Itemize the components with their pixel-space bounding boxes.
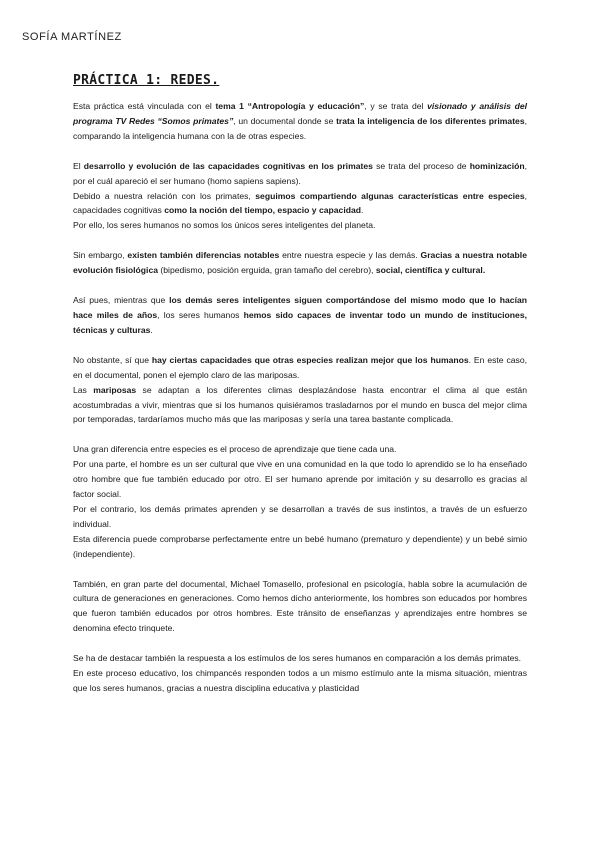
paragraph: [73, 159, 527, 234]
body-text: En este proceso educativo, los chimpancés responden todos a un mismo estímulo ante la misma situación, mientras que los seres humanos, gracias a nuestra disciplina educativa y plasticidad: [73, 668, 527, 693]
body-text: entre nuestra especie y las demás.: [279, 250, 421, 261]
text-line: [73, 353, 527, 383]
paragraph: [73, 353, 527, 428]
text-line: [73, 218, 527, 233]
text-line: [73, 442, 527, 457]
text-line: [73, 159, 527, 189]
emphasis-text: hay ciertas capacidades que otras especies realizan mejor que los humanos: [151, 354, 469, 365]
body-text: , un documental donde se: [233, 115, 337, 126]
body-text: Se ha de destacar también la respuesta a los estímulos de los seres humanos en comparación a los demás primates.: [73, 653, 522, 664]
paragraph: [73, 442, 527, 561]
document-title: PRÁCTICA 1: REDES.: [73, 73, 220, 88]
body-text: Esta práctica está vinculada con el: [73, 101, 216, 111]
emphasis-text: tema 1 “Antropología y educación”: [215, 101, 365, 111]
emphasis-text: hominización: [469, 160, 525, 171]
text-line: [73, 502, 527, 532]
body-text: Las: [73, 384, 94, 395]
text-line: [73, 189, 527, 219]
body-text: , y se trata del: [364, 101, 428, 111]
emphasis-text: social, científica y cultural.: [375, 265, 486, 276]
body-text: Así pues, mientras que: [73, 295, 170, 306]
emphasis-text: trata la inteligencia de los diferentes primates: [336, 115, 525, 126]
text-line: [73, 248, 527, 278]
body-text: Por el contrario, los demás primates aprenden y se desarrollan a través de sus instintos, a través de un esfuerzo individual.: [73, 503, 527, 529]
body-text: .: [361, 205, 364, 216]
text-line: [73, 457, 527, 502]
body-text: Por una parte, el hombre es un ser cultural que vive en una comunidad en la que todo lo aprendido se lo ha enseñado otro hombre que fue también educado por otro. El ser humano aprende por imitación y su desarrollo es gracias al factor social.: [73, 459, 527, 500]
body-text: No obstante, sí que: [73, 354, 152, 365]
body-text: .: [150, 324, 153, 335]
emphasis-text: visionado y análisis del programa TV Redes “Somos primates”: [73, 101, 528, 126]
body-text: Por ello, los seres humanos no somos los únicos seres inteligentes del planeta.: [73, 220, 376, 231]
text-line: [73, 99, 527, 144]
body-text: se trata del proceso de: [372, 160, 470, 171]
emphasis-text: desarrollo y evolución de las capacidades cognitivas en los primates: [83, 160, 373, 171]
emphasis-text: los demás seres inteligentes siguen comportándose del mismo modo que lo hacían hace miles de años: [73, 295, 527, 320]
body-text: Sin embargo,: [73, 250, 128, 261]
text-line: [73, 666, 527, 696]
body-text: El: [73, 160, 84, 171]
body-text: Debido a nuestra relación con los primates,: [73, 190, 256, 201]
body-text: (bipedismo, posición erguida, gran tamaño del cerebro),: [158, 265, 376, 276]
body-text: , por el cuál apareció el ser humano (homo sapiens sapiens).: [73, 160, 527, 186]
paragraph: [73, 293, 527, 338]
text-line: [73, 293, 527, 338]
body-text: Una gran diferencia entre especies es el proceso de aprendizaje que tiene cada una.: [73, 444, 397, 455]
text-line: [73, 651, 527, 666]
emphasis-text: seguimos compartiendo algunas características entre especies: [255, 190, 525, 201]
emphasis-text: hemos sido capaces de inventar todo un mundo de instituciones, técnicas y culturas: [73, 309, 528, 335]
document-body: [73, 72, 527, 711]
body-text: Esta diferencia puede comprobarse perfectamente entre un bebé humano (prematuro y dependiente) y un bebé simio (independiente).: [73, 533, 527, 559]
paragraph-list: [73, 99, 527, 696]
text-line: [73, 532, 527, 562]
paragraph: [73, 651, 527, 696]
body-text: . En este caso, en el documental, ponen el ejemplo claro de las mariposas.: [73, 354, 527, 380]
paragraph: [73, 99, 527, 144]
body-text: se adaptan a los diferentes climas desplazándose hasta encontrar el clima al que están acostumbradas a vivir, mientras que si los humanos quisiéramos trasladarnos por el mundo en busca del mejor clima por temporadas, tardaríamos mucho más que las mariposas y sería una tarea bastante complicada.: [73, 384, 527, 425]
emphasis-text: como la noción del tiempo, espacio y capacidad: [164, 205, 362, 216]
body-text: , los seres humanos: [157, 309, 244, 320]
emphasis-text: mariposas: [93, 384, 137, 395]
emphasis-text: existen también diferencias notables: [127, 250, 280, 261]
body-text: , capacidades cognitivas: [73, 190, 527, 216]
author-name: SOFÍA MARTÍNEZ: [22, 31, 122, 43]
paragraph: [73, 577, 527, 637]
text-line: [73, 383, 527, 428]
emphasis-text: Gracias a nuestra notable evolución fisiológica: [73, 250, 527, 276]
paragraph: [73, 248, 527, 278]
text-line: [73, 577, 527, 637]
body-text: También, en gran parte del documental, Michael Tomasello, profesional en psicología, habla sobre la acumulación de cultura de generaciones en generaciones. Como hemos dicho anteriormente, los hombres son educados por hombres que fueron también educados por otros hombres. Este tránsito de enseñanzas y aprendizajes entre hombres se denomina efecto trinquete.: [73, 578, 527, 634]
body-text: , comparando la inteligencia humana con la de otras especies.: [73, 115, 528, 141]
